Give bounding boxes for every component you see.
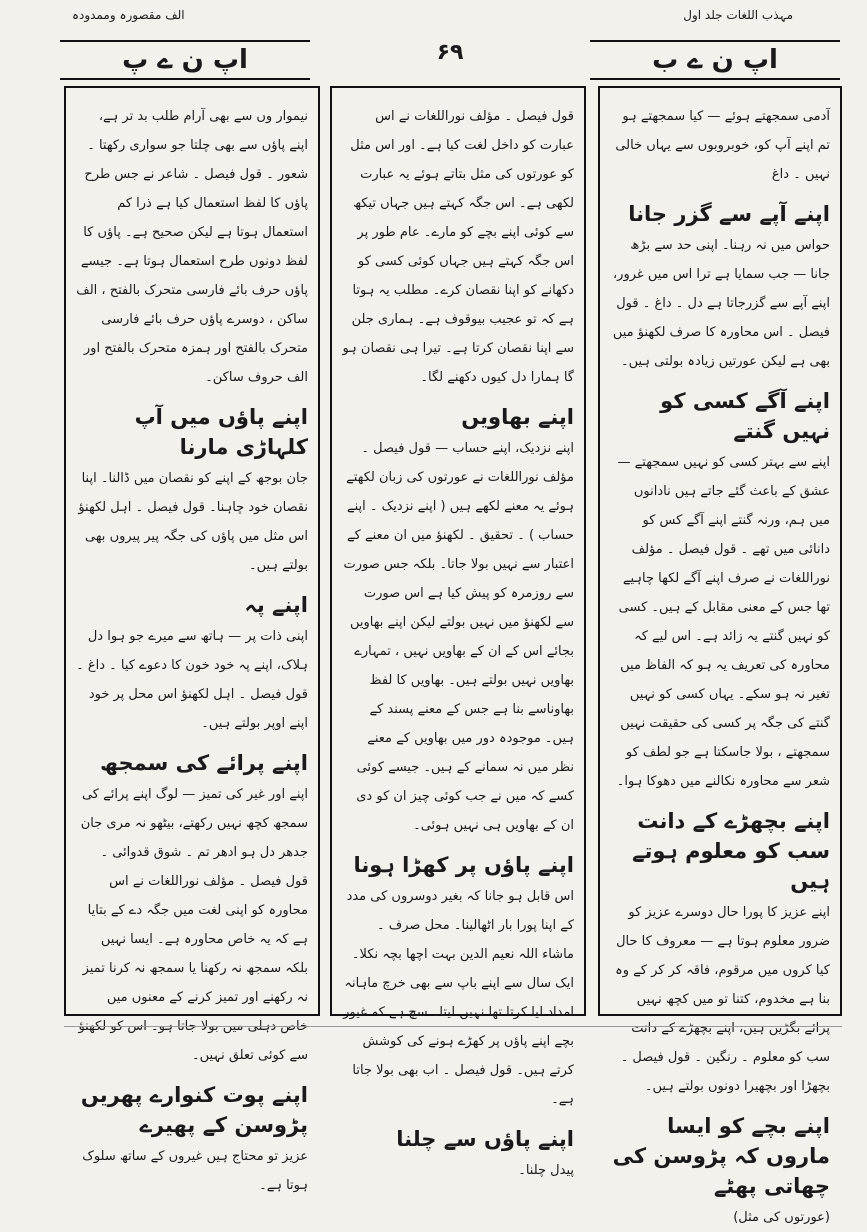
entry [610,199,830,376]
entry [342,402,574,840]
entry-text: اپنے عزیز کا پورا حال دوسرے عزیز کو ضرور معلوم ہوتا ہے — معروف کا حال کیا کروں میں مرقوم، فاقہ کر کر کے وہ بنا ہے مخدوم، کتنا تو میں کچھ نہیں پرائے بگڑیں ہیں، اپنے بچھڑے کے دانت سب کو معلوم ۔ رنگین ۔ قول فیصل ۔ بچھڑا اور بچھیرا دونوں بولتے ہیں۔ [615,905,830,1094]
entry [610,806,830,1101]
entry [342,1124,574,1185]
header-right-title: اپ ن ے ب [590,40,840,80]
column-middle [330,86,586,1178]
headword: اپنے آگے کسی کو نہیں گنتے [660,389,830,443]
entry [76,1080,308,1200]
running-head-left: الف مقصورہ وممدودہ [72,8,185,22]
entry-text: حواس میں نہ رہنا۔ اپنی حد سے بڑھ جانا — جب سمایا ہے ترا اس میں غرور، اپنے آپے سے گزرجاتا ہے دل ۔ داغ ۔ قول فیصل ۔ اس محاورہ کا صرف لکھنؤ میں بھی ہے لیکن عورتیں زیادہ بولتی ہیں۔ [612,238,830,369]
entry-text: اپنے نزدیک، اپنے حساب — قول فیصل ۔ مؤلف نوراللغات نے عورتوں کی زبان لکھتے ہوئے یہ معنے لکھے ہیں ( اپنے نزدیک ۔ اپنے حساب ) ۔ تحقیق ۔ لکھنؤ میں ان معنے کے اعتبار سے نہیں بولا جاتا۔ بلکہ جس صورت سے روزمرہ کو پیش کیا ہے اس صورت سے لکھنؤ میں نہیں بولتے لیکن اپنے بھاویں بجائے اس کے ان کے بھاویں نہیں ، تمہارے بھاویں نہیں بولتے ہیں۔ بھاویں کا لفظ بھاوناسے بنا ہے جس کے معنے پسند کے ہیں۔ موجودہ دور میں بھاویں کے معنے نظر میں نہ سمانے کے ہیں۔ جیسے کوئی کسے کہ میں نے جب کوئی چیز ان کو دی ان کے بھاویں ہی نہیں ہوئی۔ [343,441,574,833]
entry-text: آدمی سمجھتے ہوئے — کیا سمجھتے ہو تم اپنے آپ کو، خوبروبوں سے یہاں خالی نہیں ۔ داغ [615,109,830,182]
headword: اپنے پاؤں پر کھڑا ہونا [353,853,574,877]
header-left-title: اپ ن ے پ [60,40,310,80]
headword: اپنے پاؤں سے چلنا [396,1127,574,1151]
entry [76,402,308,580]
headword: اپنے بچے کو ایسا ماروں کہ پڑوسن کی چھاتی پھٹے [612,1114,830,1198]
headword: اپنے پہ [244,593,308,617]
column-left [64,86,320,1193]
entry-text: (عورتوں کی مثل) [733,1210,830,1225]
page-header [60,34,840,82]
entry-text: اپنے اور غیر کی تمیز — لوگ اپنے پرائے کی سمجھ کچھ نہیں رکھتے، بیٹھو نہ مری جان جدھر دل ہو ادھر تم ۔ شوق قدوائی ۔ قول فیصل ۔ مؤلف نوراللغات نے اس محاورہ کو اپنی لغت میں جگہ دے کے بتایا ہے کہ یہ خاص محاورہ ہے۔ ایسا نہیں بلکہ سمجھ نہ رکھنا یا سمجھ نہ کرنا تمیز نہ رکھنے اور تمیز کرنے کے معنوں میں خاص دہلی میں بولا جاتا ہو۔ اس کو لکھنؤ سے کوئی تعلق نہیں۔ [78,787,308,1063]
entry-text: اپنی ذات پر — ہاتھ سے میرے جو ہوا دل ہلاک، اپنے پہ خود خون کا دعوے کیا ۔ داغ ۔ قول فیصل ۔ اہل لکھنؤ اس محل پر خود اپنے اوپر بولتے ہیں۔ [76,629,308,731]
running-head-right: مہذب اللغات جلد اول [683,8,793,22]
entry [610,102,830,189]
entry [342,102,574,392]
page-number: ۶۹ [436,40,464,65]
entry-text: اپنے سے بہتر کسی کو نہیں سمجھتے — عشق کے باعث گئے جاتے ہیں نادانوں میں ہم، ورنہ گنتے اپنے آگے کس کو دانائی میں تھے ۔ قول فیصل ۔ مؤلف نوراللغات نے صرف اپنے آگے لکھا چاہیے تھا جس کے معنی مقابل کے ہیں۔ کسی کو نہیں گنتے یہ زائد ہے۔ اس لیے کہ محاورہ کی تعریف یہ ہو کہ الفاظ میں تغیر نہ ہو سکے۔ یہاں کسی کو نہیں گنتے کی جگہ پر کسی کی حقیقت نہیں سمجھتے ، بولا جاسکتا ہے جو لطف کو شعر سے محاورہ نکالنے میں دھوکا ہوا۔ [616,455,830,789]
headword: اپنے بھاویں [461,405,574,429]
entry [76,590,308,738]
headword: اپنے پاؤں میں آپ کلہاڑی مارنا [134,405,308,459]
entry [610,1111,830,1232]
entry-text: عزیز تو محتاج ہیں غیروں کے ساتھ سلوک ہوتا ہے۔ [82,1149,308,1193]
headword: اپنے پوت کنوارے پھریں پڑوسن کے پھیرے [80,1083,308,1137]
entry-text: اس قابل ہو جانا کہ بغیر دوسروں کی مدد کے اپنا پورا بار اٹھالینا۔ محل صرف ۔ ماشاء اللہ نعیم الدین بہت اچھا بچہ نکلا۔ ایک سال سے اپنے باپ سے بھی خرچ ماہانہ امداد لیا کرتا تھا نہیں لیتا۔ سچ ہے کہ غیور بچے اپنے پاؤں پر کھڑے ہونے کی کوشش کرتے ہیں۔ قول فیصل ۔ اب بھی بولا جاتا ہے۔ [343,889,574,1107]
entry [76,748,308,1070]
headword: اپنے آپے سے گزر جانا [628,202,830,226]
footer-rule [64,1026,842,1027]
headword: اپنے بچھڑے کے دانت سب کو معلوم ہوتے ہیں [632,809,830,893]
headword: اپنے پرائے کی سمجھ [99,751,308,775]
entry-text: قول فیصل ۔ مؤلف نوراللغات نے اس عبارت کو داخل لغت کیا ہے۔ اور اس مثل کو عورتوں کی مثل بتاتے ہوئے یہ عبارت لکھی ہے۔ اس جگہ کہتے ہیں جہاں تیکھ سے کوئی اپنے بچے کو مارے۔ عام طور پر اس جگہ کہتے ہیں جہاں کوئی کسی کو دکھانے کو اپنا نقصان کرے۔ مطلب یہ ہوتا ہے کہ تو عجیب بیوقوف ہے۔ ہماری جلن سے اپنا نقصان کرتا ہے۔ تیرا ہی نقصان ہو گا ہمارا دل کیوں دکھنے لگا۔ [342,109,574,385]
entry [610,386,830,796]
column-right [598,86,842,1225]
entry [76,102,308,392]
entry [342,850,574,1114]
entry-text: جان بوجھ کے اپنے کو نقصان میں ڈالنا۔ اپنا نقصان خود چاہنا۔ قول فیصل ۔ اہل لکھنؤ اس مثل میں پاؤں کی جگہ پیر پیروں بھی بولتے ہیں۔ [78,471,308,573]
entry-text: پیدل چلنا۔ [518,1163,574,1178]
entry-text: نیموار وں سے بھی آرام طلب بد تر ہے، اپنے پاؤں سے بھی چلتا جو سواری رکھتا ۔ شعور ۔ قول فیصل ۔ شاعر نے جس طرح پاؤں کا لفظ استعمال کیا ہے ذرا کم استعمال ہوتا ہے لیکن صحیح ہے۔ پاؤں کا لفظ دونوں طرح استعمال ہوتا ہے۔ جیسے پاؤں حرف بائے فارسی متحرک بالفتح ، الف ساکن ، دوسرے پاؤں حرف بائے فارسی متحرک بالفتح اور ہمزہ متحرک بالفتح اور الف حروف ساکن۔ [76,109,308,385]
